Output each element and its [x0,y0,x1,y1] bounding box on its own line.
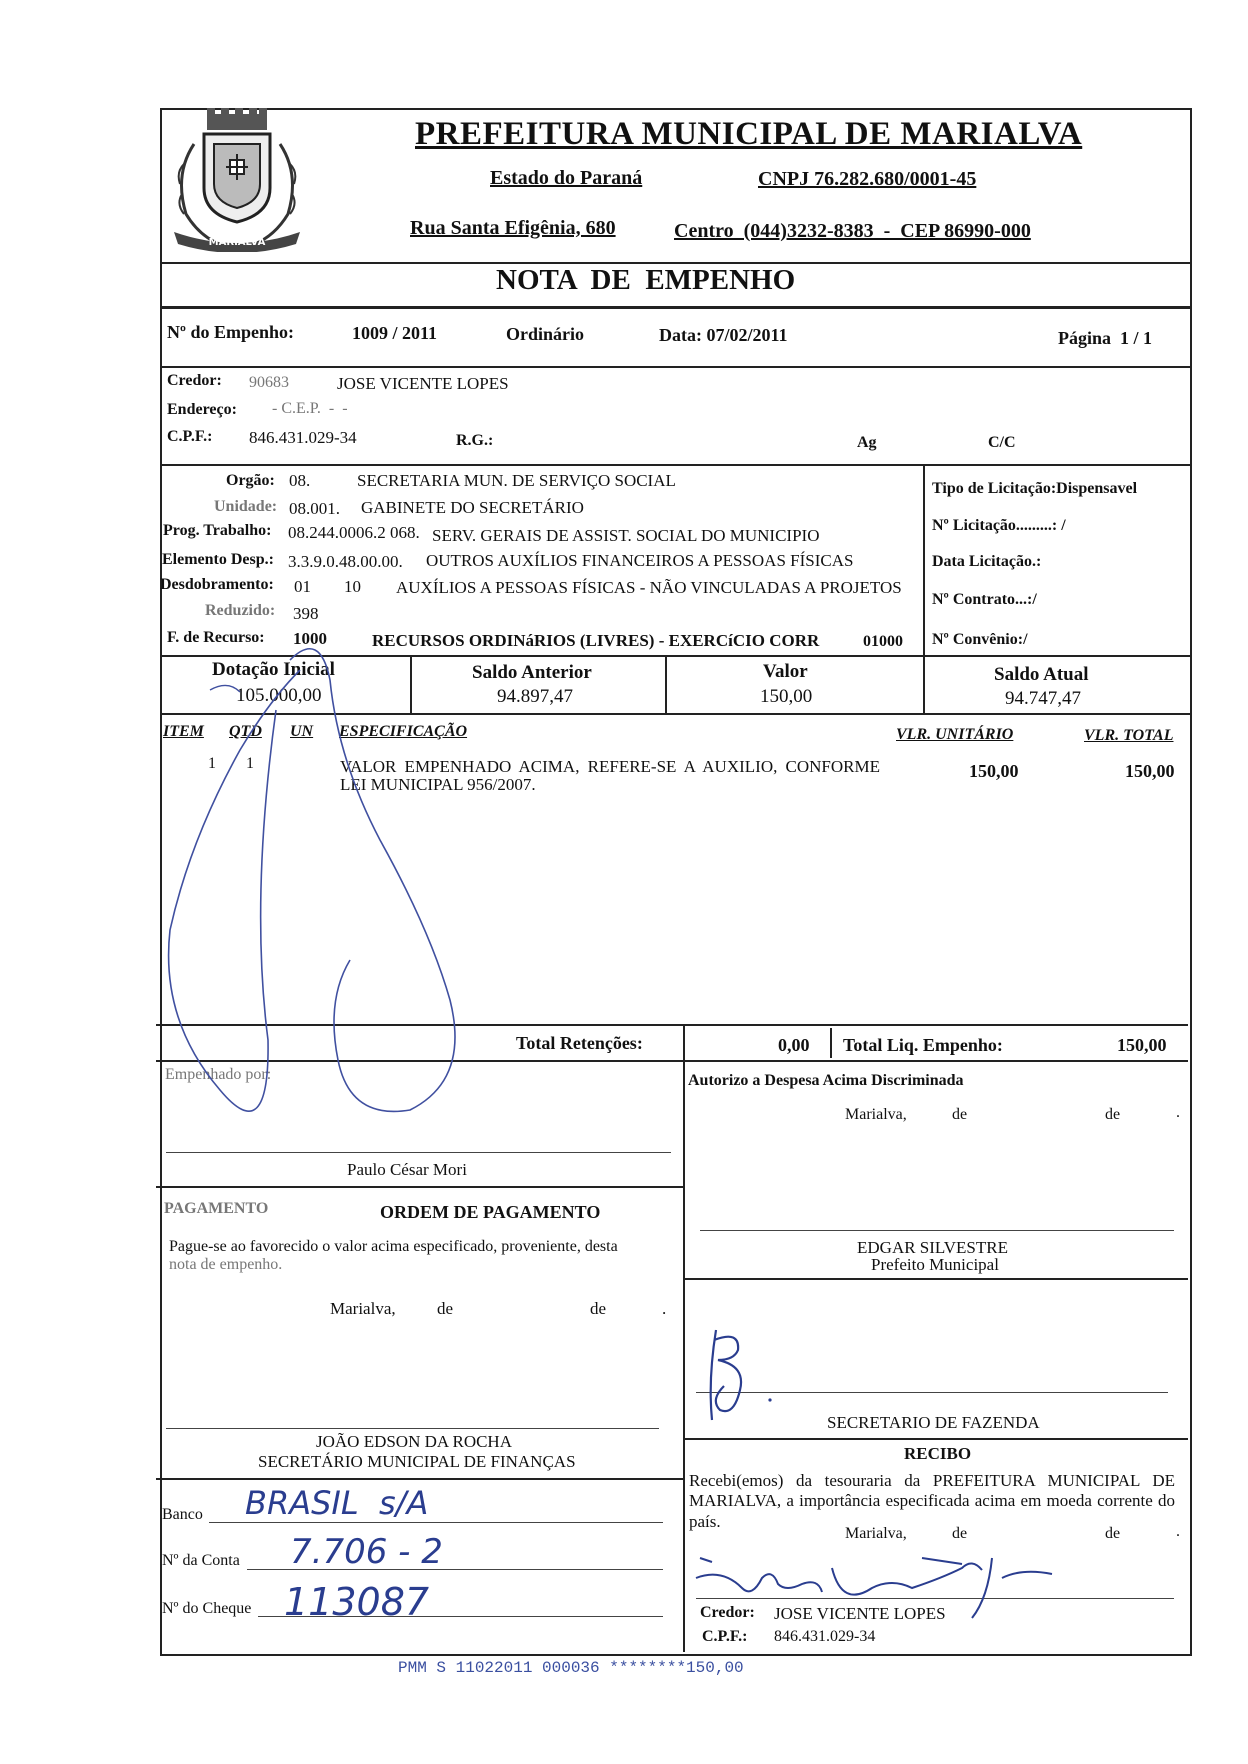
saldo-atual-label: Saldo Atual [994,664,1089,685]
right-date-city: Marialva, [845,1106,907,1123]
header-state: Estado do Paraná [490,167,643,189]
row-spec-line2: LEI MUNICIPAL 956/2007. [340,775,536,794]
empenhado-name: Paulo César Mori [347,1160,467,1179]
unidade-desc: GABINETE DO SECRETÁRIO [361,498,584,517]
finance-secretary-title: SECRETÁRIO MUNICIPAL DE FINANÇAS [258,1452,576,1471]
right-date-de2: de [1105,1106,1121,1123]
retencoes-label: Total Retenções: [516,1033,643,1053]
left-date-dot: . [662,1299,667,1318]
recibo-title: RECIBO [904,1444,972,1463]
saldo-anterior-label: Saldo Anterior [472,662,592,683]
liq-label: Total Liq. Empenho: [843,1035,1003,1055]
elemento-label: Elemento Desp.: [162,551,274,568]
header-address2: Centro (044)3232-8383 - CEP 86990-000 [674,220,1031,242]
recibo-cpf-value: 846.431.029-34 [774,1628,876,1645]
conta-value: 7.706 - 2 [290,1532,443,1572]
licitacao-contrato: Nº Contrato...:/ [932,591,1037,608]
credor-name: JOSE VICENTE LOPES [337,374,509,393]
reduzido-value: 398 [293,604,319,623]
recibo-date-city: Marialva, [845,1525,907,1542]
doc-title: NOTA DE EMPENHO [496,264,796,296]
saldo-anterior-value: 94.897,47 [497,686,573,707]
coat-of-arms-icon [164,104,310,252]
desdob-code1: 01 [294,577,311,596]
dotacao-inicial-value: 105.000,00 [236,685,322,706]
recibo-text-line1: Recebi(emos) da tesouraria da PREFEITURA MUNICIPAL DE [689,1471,1175,1490]
payment-stamp: PMM S 11022011 000036 ********150,00 [398,1659,744,1677]
header-cnpj: CNPJ 76.282.680/0001-45 [758,168,977,190]
recibo-text-line2: MARIALVA, a importância especificada acima em moeda corrente do [689,1491,1175,1510]
orgao-label: Orgão: [226,472,275,489]
desdob-code2: 10 [344,577,361,596]
row-spec-line1: VALOR EMPENHADO ACIMA, REFERE-SE A AUXILIO, CONFORME [340,757,880,776]
row-item: 1 [208,755,216,772]
pague-text-line1: Pague-se ao favorecido o valor acima especificado, proveniente, desta [169,1238,618,1255]
left-date-city: Marialva, [330,1299,396,1318]
left-date-de1: de [437,1299,454,1318]
secretario-fazenda: SECRETARIO DE FAZENDA [827,1413,1040,1432]
desdob-desc: AUXÍLIOS A PESSOAS FÍSICAS - NÃO VINCULADAS A PROJETOS [396,578,902,597]
ordem-label: ORDEM DE PAGAMENTO [380,1202,601,1222]
recurso-code2: 01000 [863,633,903,650]
coat-of-arms-text: MARIALVA [208,237,266,248]
empenhado-label: Empenhado por: [165,1066,272,1083]
header-title: PREFEITURA MUNICIPAL DE MARIALVA [415,116,1083,152]
recibo-date-dot: . [1176,1523,1180,1540]
banco-value: BRASIL s/A [245,1484,429,1522]
right-date-de1: de [952,1106,968,1123]
ag-label: Ag [857,434,877,451]
empenho-label: Nº do Empenho: [167,322,294,342]
empenho-type: Ordinário [506,324,585,344]
saldo-atual-value: 94.747,47 [1005,688,1081,709]
licitacao-tipo: Tipo de Licitação:Dispensavel [932,480,1138,497]
recibo-date-de2: de [1105,1525,1121,1542]
prog-desc: SERV. GERAIS DE ASSIST. SOCIAL DO MUNICIPIO [432,526,820,545]
liq-value: 150,00 [1117,1035,1167,1055]
vlr-unit-header: VLR. UNITÁRIO [896,726,1014,743]
rg-label: R.G.: [456,432,494,449]
cc-label: C/C [988,434,1016,451]
cpf-label: C.P.F.: [167,428,213,445]
credor-code: 90683 [249,374,289,391]
cheque-label: Nº do Cheque [162,1600,252,1617]
conta-label: Nº da Conta [162,1552,240,1569]
banco-label: Banco [162,1506,203,1523]
credor-label: Credor: [167,372,222,389]
orgao-desc: SECRETARIA MUN. DE SERVIÇO SOCIAL [357,471,676,490]
recurso-code: 1000 [293,629,327,648]
row-total-value: 150,00 [1125,761,1175,781]
valor-label: Valor [763,661,808,682]
header-address: Rua Santa Efigênia, 680 [410,217,616,239]
licitacao-data: Data Licitação.: [932,553,1042,570]
autorizo-text: Autorizo a Despesa Acima Discriminada [688,1072,964,1089]
recibo-credor-name: JOSE VICENTE LOPES [774,1604,946,1623]
vlr-total-header: VLR. TOTAL [1084,727,1174,744]
prog-label: Prog. Trabalho: [163,522,272,539]
recurso-label: F. de Recurso: [167,629,265,646]
pague-text-line2: nota de empenho. [169,1256,283,1273]
prog-code: 08.244.0006.2 068. [288,523,420,542]
dotacao-inicial-label: Dotação Inicial [212,659,335,680]
elemento-code: 3.3.9.0.48.00.00. [288,552,403,571]
prefeito-name: EDGAR SILVESTRE [857,1238,1008,1257]
empenho-number: 1009 / 2011 [352,323,438,343]
endereco-label: Endereço: [167,401,237,418]
reduzido-label: Reduzido: [205,602,276,619]
recibo-date-de1: de [952,1525,968,1542]
pagamento-label: PAGAMENTO [164,1200,269,1217]
qtd-header: QTD [229,723,262,740]
recurso-desc: RECURSOS ORDINáRIOS (LIVRES) - EXERCíCIO CORR [372,631,820,650]
finance-secretary-name: JOÃO EDSON DA ROCHA [316,1432,512,1451]
recibo-credor-label: Credor: [700,1604,755,1621]
unidade-label: Unidade: [214,498,278,515]
endereco-value: - C.E.P. - - [272,400,348,417]
row-unit-value: 150,00 [969,761,1019,781]
unidade-code: 08.001. [289,499,340,518]
orgao-code: 08. [289,471,311,490]
page-number: Página 1 / 1 [1058,328,1153,348]
row-qtd: 1 [246,755,254,772]
left-date-de2: de [590,1299,607,1318]
prefeito-title: Prefeito Municipal [871,1255,999,1274]
recibo-cpf-label: C.P.F.: [702,1628,748,1645]
empenho-date: Data: 07/02/2011 [659,325,788,345]
elemento-desc: OUTROS AUXÍLIOS FINANCEIROS A PESSOAS FÍSICAS [426,551,854,570]
un-header: UN [290,723,314,740]
cpf-value: 846.431.029-34 [249,428,357,447]
item-header: ITEM [163,723,204,740]
espec-header: ESPECIFICAÇÃO [339,723,468,740]
cheque-value: 113087 [284,1580,430,1624]
desdob-label: Desdobramento: [160,576,274,593]
right-date-dot: . [1176,1104,1180,1121]
licitacao-convenio: Nº Convênio:/ [932,631,1028,648]
valor-value: 150,00 [760,686,813,707]
licitacao-numero: Nº Licitação.........: / [932,517,1066,534]
recibo-text-line3: país. [689,1512,721,1531]
retencoes-value: 0,00 [778,1035,810,1055]
